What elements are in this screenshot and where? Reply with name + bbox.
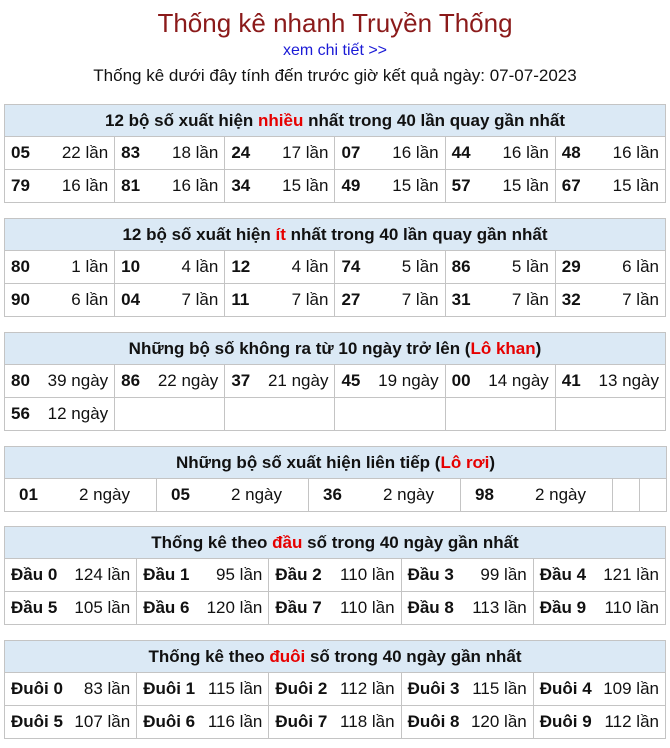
table-cell: Đầu 8 113 lần [401,592,533,625]
table-cell: Đầu 0 124 lần [5,559,137,592]
table-cell: 67 15 lần [555,170,665,203]
empty-cell [115,398,225,431]
table-cell: 34 15 lần [225,170,335,203]
most-frequent-table [4,104,666,203]
table-cell: 83 18 lần [115,137,225,170]
view-details-link[interactable]: xem chi tiết >> [282,42,388,59]
page-subtitle: Thống kê dưới đây tính đến trước giờ kết quả ngày: 07-07-2023 [93,66,577,85]
table-cell: 37 21 ngày [225,365,335,398]
table-cell: Đuôi 9 112 lần [533,706,665,739]
empty-cell [613,479,640,512]
table-cell: 49 15 lần [335,170,445,203]
lo-khan-title: Những bộ số không ra từ 10 ngày trở lên (Lô khan) [5,333,666,365]
empty-cell [555,398,665,431]
table-cell: Đuôi 2 112 lần [269,673,401,706]
table-cell: Đầu 4 121 lần [533,559,665,592]
table-cell: 27 7 lần [335,284,445,317]
table-cell: 41 13 ngày [555,365,665,398]
lo-khan-table [4,332,666,431]
table-cell: 80 39 ngày [5,365,115,398]
table-cell: Đầu 3 99 lần [401,559,533,592]
table-cell: 44 16 lần [445,137,555,170]
table-cell: Đầu 1 95 lần [137,559,269,592]
table-cell: Đuôi 6 116 lần [137,706,269,739]
table-cell: Đuôi 5 107 lần [5,706,137,739]
least-frequent-table [4,218,666,317]
table-cell: 07 16 lần [335,137,445,170]
duoi-stats-title: Thống kê theo đuôi số trong 40 ngày gần nhất [5,641,666,673]
table-cell: 56 12 ngày [5,398,115,431]
table-cell: 10 4 lần [115,251,225,284]
duoi-stats-table [4,640,666,739]
table-cell: Đuôi 1 115 lần [137,673,269,706]
most-frequent-title: 12 bộ số xuất hiện nhiều nhất trong 40 lần quay gần nhất [5,105,666,137]
table-cell: 90 6 lần [5,284,115,317]
table-cell: Đầu 5 105 lần [5,592,137,625]
table-cell: Đầu 7 110 lần [269,592,401,625]
table-cell: 31 7 lần [445,284,555,317]
page-header [0,0,670,94]
table-cell: Đuôi 7 118 lần [269,706,401,739]
least-frequent-title: 12 bộ số xuất hiện ít nhất trong 40 lần quay gần nhất [5,219,666,251]
empty-cell [335,398,445,431]
table-cell: 24 17 lần [225,137,335,170]
dau-stats-table [4,526,666,625]
table-cell: 79 16 lần [5,170,115,203]
table-cell: 45 19 ngày [335,365,445,398]
table-cell: Đầu 2 110 lần [269,559,401,592]
empty-cell [225,398,335,431]
table-cell: Đầu 6 120 lần [137,592,269,625]
table-cell: 05 2 ngày [157,479,309,512]
table-cell: 86 22 ngày [115,365,225,398]
table-cell: 57 15 lần [445,170,555,203]
table-cell: 12 4 lần [225,251,335,284]
table-cell: 01 2 ngày [5,479,157,512]
table-cell: Đuôi 8 120 lần [401,706,533,739]
table-cell: 32 7 lần [555,284,665,317]
table-cell: 81 16 lần [115,170,225,203]
table-cell: 98 2 ngày [461,479,613,512]
table-cell: 29 6 lần [555,251,665,284]
table-cell: 86 5 lần [445,251,555,284]
table-cell: 74 5 lần [335,251,445,284]
empty-cell [445,398,555,431]
table-cell: 11 7 lần [225,284,335,317]
table-cell: Đuôi 0 83 lần [5,673,137,706]
table-cell: Đầu 9 110 lần [533,592,665,625]
table-cell: 48 16 lần [555,137,665,170]
page-title: Thống kê nhanh Truyền Thống [157,8,513,38]
table-cell: 05 22 lần [5,137,115,170]
table-cell: 36 2 ngày [309,479,461,512]
table-cell: Đuôi 4 109 lần [533,673,665,706]
table-cell: 00 14 ngày [445,365,555,398]
table-cell: 04 7 lần [115,284,225,317]
lo-roi-title: Những bộ số xuất hiện liên tiếp (Lô rơi) [5,447,667,479]
table-cell: 80 1 lần [5,251,115,284]
table-cell: Đuôi 3 115 lần [401,673,533,706]
dau-stats-title: Thống kê theo đầu số trong 40 ngày gần nhất [5,527,666,559]
empty-cell [640,479,667,512]
lo-roi-table [4,446,667,512]
